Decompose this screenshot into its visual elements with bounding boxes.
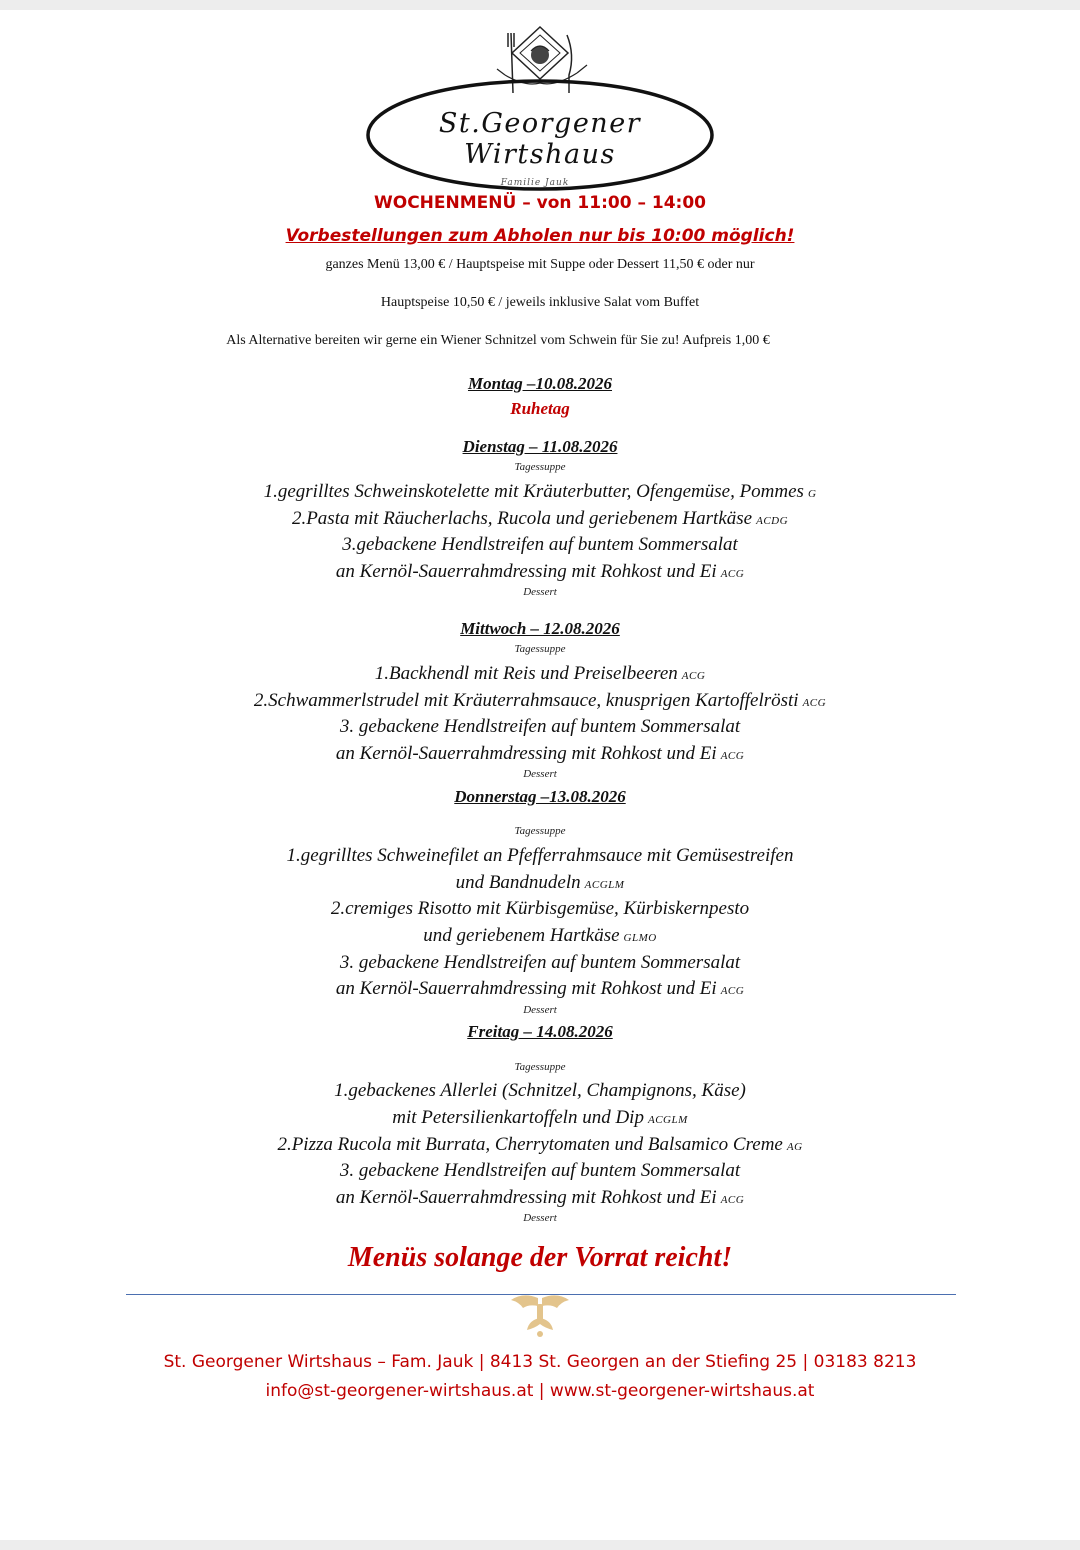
menu-page [0, 10, 1080, 1540]
day-title-thursday: Donnerstag –13.08.2026 [454, 787, 626, 806]
dish-tuesday-2: 2.Pasta mit Räucherlachs, Rucola und geriebenem Hartkäse ACDG [291, 508, 789, 529]
day-title-monday: Montag –10.08.2026 [467, 374, 613, 393]
soup-thursday: Tagessuppe [514, 825, 566, 837]
dish-friday-1: 1.gebackenes Allerlei (Schnitzel, Champignons, Käse) [334, 1080, 746, 1101]
logo-family: Familie Jauk [500, 178, 570, 188]
dish-thursday-1: 1.gegrilltes Schweinefilet an Pfefferrahmsauce mit Gemüsestreifen [286, 845, 794, 866]
logo-name: St.Georgener Wirtshaus [438, 108, 642, 170]
dessert-thursday: Dessert [523, 1004, 557, 1016]
dish-friday-4: 3. gebackene Hendlstreifen auf buntem Sommersalat [339, 1160, 741, 1181]
dish-thursday-3: 2.cremiges Risotto mit Kürbisgemüse, Kürbiskernpesto [330, 898, 750, 919]
soup-tuesday: Tagessuppe [514, 461, 566, 473]
dish-wednesday-3: 3. gebackene Hendlstreifen auf buntem Sommersalat [339, 716, 741, 737]
dessert-tuesday: Dessert [523, 586, 557, 598]
dish-thursday-4: und geriebenem Hartkäse GLMO [423, 925, 657, 946]
dish-wednesday-1: 1.Backhendl mit Reis und Preiselbeeren ACG [374, 663, 706, 684]
ornament-icon [505, 1294, 575, 1340]
day-title-friday: Freitag – 14.08.2026 [467, 1022, 613, 1041]
dish-friday-5: an Kernöl-Sauerrahmdressing mit Rohkost und Ei ACG [335, 1187, 745, 1208]
dessert-friday: Dessert [523, 1212, 557, 1224]
dessert-wednesday: Dessert [523, 768, 557, 780]
day-title-tuesday: Dienstag – 11.08.2026 [462, 437, 618, 456]
dish-thursday-2: und Bandnudeln ACGLM [455, 872, 625, 893]
menu-title: WOCHENMENÜ – von 11:00 – 14:00 [374, 193, 706, 213]
dish-wednesday-2: 2.Schwammerlstrudel mit Kräuterrahmsauce, knusprigen Kartoffelrösti ACG [253, 690, 827, 711]
footer-address: St. Georgener Wirtshaus – Fam. Jauk | 8413 St. Georgen an der Stiefing 25 | 03183 8213 [163, 1352, 917, 1372]
dish-thursday-5: 3. gebackene Hendlstreifen auf buntem Sommersalat [339, 952, 741, 973]
soup-friday: Tagessuppe [514, 1061, 566, 1073]
dish-tuesday-3: 3.gebackene Hendlstreifen auf buntem Sommersalat [342, 534, 738, 555]
dish-thursday-6: an Kernöl-Sauerrahmdressing mit Rohkost und Ei ACG [335, 978, 745, 999]
preorder-note: Vorbestellungen zum Abholen nur bis 10:00 möglich! [285, 226, 795, 246]
dish-tuesday-1: 1.gegrilltes Schweinskotelette mit Kräuterbutter, Ofengemüse, Pommes G [263, 481, 817, 502]
slogan: Menüs solange der Vorrat reicht! [347, 1242, 733, 1273]
dish-tuesday-4: an Kernöl-Sauerrahmdressing mit Rohkost und Ei ACG [335, 561, 745, 582]
dish-friday-2: mit Petersilienkartoffeln und Dip ACGLM [392, 1107, 688, 1128]
alternative-note: Als Alternative bereiten wir gerne ein Wiener Schnitzel vom Schwein für Sie zu! Aufpreis 1,00 € [226, 333, 770, 348]
soup-wednesday: Tagessuppe [514, 643, 566, 655]
day-title-wednesday: Mittwoch – 12.08.2026 [460, 619, 620, 638]
dish-friday-3: 2.Pizza Rucola mit Burrata, Cherrytomaten und Balsamico Creme AG [277, 1134, 803, 1155]
price-line-1: ganzes Menü 13,00 € / Hauptspeise mit Suppe oder Dessert 11,50 € oder nur [325, 257, 755, 272]
price-line-2: Hauptspeise 10,50 € / jeweils inklusive Salat vom Buffet [380, 295, 700, 310]
dish-wednesday-4: an Kernöl-Sauerrahmdressing mit Rohkost und Ei ACG [335, 743, 745, 764]
footer-contact: info@st-georgener-wirtshaus.at | www.st-georgener-wirtshaus.at [265, 1381, 815, 1401]
day-note-monday: Ruhetag [510, 399, 570, 418]
